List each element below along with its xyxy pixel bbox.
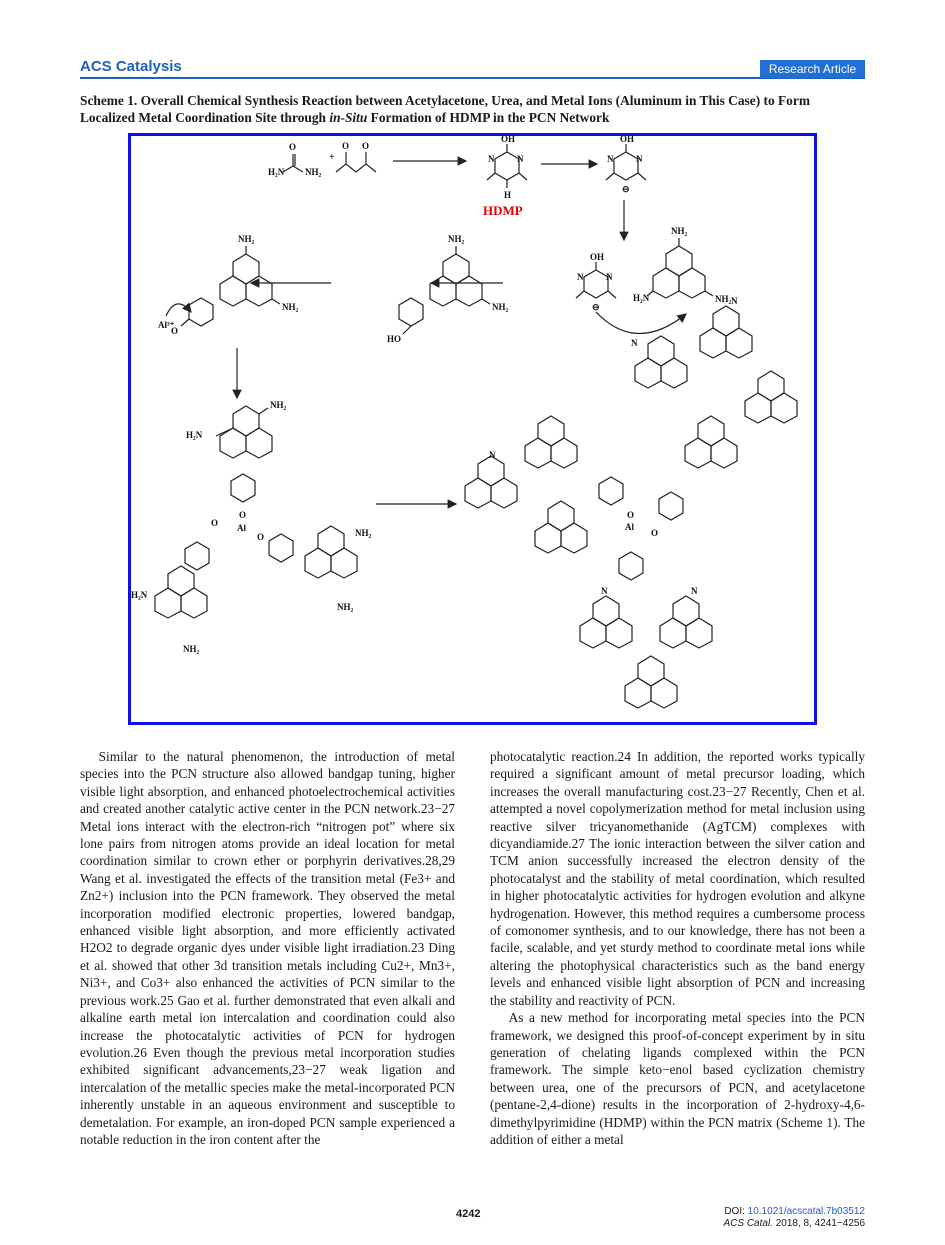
svg-text:N: N	[577, 272, 584, 282]
svg-text:N: N	[517, 154, 524, 164]
caption-main: Scheme 1. Overall Chemical Synthesis Reaction between Acetylacetone, Urea, and Metal Ions (Aluminum in This Case) to Form Localized Metal Coordination Site through	[80, 93, 810, 125]
svg-text:N: N	[607, 154, 614, 164]
hdmp-label: HDMP	[483, 203, 523, 218]
anion-attack	[576, 252, 686, 334]
caption-end: Formation of HDMP in the PCN Network	[367, 110, 610, 125]
svg-text:NH₂: NH₂	[448, 234, 465, 244]
body-column-right	[490, 748, 865, 1148]
svg-text:O: O	[211, 518, 219, 528]
svg-text:NH₂: NH₂	[282, 302, 299, 312]
al-tris-complex	[131, 400, 372, 654]
hdmp-melem-adduct	[387, 234, 509, 344]
paragraph: Similar to the natural phenomenon, the introduction of metal species into the PCN structure also allowed bandgap tuning, higher visible light absorption, and enhanced photoelectrochemical activities and created another catalytic active center in the PCN network.23−27 Metal ions interact with the electron-rich “nitrogen pot” where six lone pairs from nitrogen atoms provide an ideal location for metal coordination similar to crown ether or porphyrin derivatives.28,29 Wang et al. investigated the effects of the transition metal (Fe3+ and Zn2+) inclusion into the PCN framework. They observed the metal incorporation modified electronic properties, lowered bandgap, enhanced visible light absorption, and more efficiently activated H2O2 to degrade organic dyes under visible light irradiation.23 Ding et al. showed that other 3d transition metals including Cu2+, Mn3+, Ni3+, and Co3+ also enhanced the activities of PCN similar to the previous work.25 Gao et al. further demonstrated that even alkali and alkaline earth metal ion intercalation and coordination could also increase the photocatalytic activities of PCN for hydrogen evolution.26 Even though the previous metal incorporation studies exhibited significant advancements,23−27 weak ligation and intercalation of the metallic species make the metal-incorporated PCN inherently unstable in an aqueous environment and susceptible to demetalation. For example, an iron-doped PCN sample experienced a notable reduction in the iron content after the	[80, 749, 455, 1147]
svg-text:OH: OH	[590, 252, 605, 262]
acetylacetone-molecule	[336, 141, 376, 172]
svg-text:O: O	[651, 528, 659, 538]
svg-text:Al³⁺: Al³⁺	[158, 320, 175, 330]
svg-text:N: N	[636, 154, 643, 164]
svg-text:Al: Al	[625, 522, 634, 532]
citation-details: 2018, 8, 4241−4256	[772, 1218, 865, 1229]
hdmp-anion	[606, 136, 646, 194]
svg-text:O: O	[342, 141, 350, 151]
svg-text:H₂N: H₂N	[131, 590, 148, 600]
svg-text:⊖: ⊖	[622, 184, 630, 194]
svg-text:NH₂: NH₂	[671, 226, 688, 236]
svg-text:N: N	[489, 450, 496, 460]
al-attack-structure	[158, 234, 299, 336]
scheme-caption	[80, 92, 865, 126]
svg-text:O: O	[171, 326, 179, 336]
svg-text:NH₂: NH₂	[183, 644, 200, 654]
svg-text:OH: OH	[501, 136, 516, 144]
svg-text:NH₂: NH₂	[355, 528, 372, 538]
svg-text:O: O	[289, 142, 297, 152]
svg-text:H: H	[504, 190, 512, 200]
doi-prefix: DOI:	[724, 1206, 748, 1217]
svg-text:O: O	[362, 141, 370, 151]
citation-journal: ACS Catal.	[723, 1218, 773, 1229]
page-number: 4242	[456, 1208, 481, 1220]
urea-molecule	[268, 142, 322, 177]
svg-text:H₂N: H₂N	[633, 293, 650, 303]
svg-text:O: O	[257, 532, 265, 542]
header-rule	[80, 77, 865, 79]
svg-text:HO: HO	[387, 334, 402, 344]
svg-text:NH₂: NH₂	[238, 234, 255, 244]
scheme-figure	[128, 133, 817, 725]
svg-text:NH₂: NH₂	[492, 302, 509, 312]
svg-text:OH: OH	[620, 136, 635, 144]
body-column-left	[80, 748, 455, 1148]
svg-text:N: N	[631, 338, 638, 348]
paragraph: photocatalytic reaction.24 In addition, the reported works typically required a significant amount of metal precursor loading, which increases the overall manufacturing cost.23−27 Recently, Chen et al. attempted a novel copolymerization method for metal inclusion using reactive silver tricyanomethanide (AgTCM) complexes with dicyandiamide.27 The ionic interaction between the silver cation and TCM anion successfully increased the electron density of the photocatalyst and the stability of metal coordination, which resulted in higher photocatalytic activities for hydrogen evolution and alkyne hydrogenation. However, this method requires a cumbersome process of comonomer synthesis, and to our knowledge, there has not been a facile, scalable, and yet sturdy method to coordinate metal ions while altering the photophysical characteristics such as the band energy levels and enhanced visible light absorption of PCN and increasing the stability and reactivity of PCN.	[490, 749, 865, 1008]
svg-text:N: N	[691, 586, 698, 596]
reaction-scheme-drawing	[131, 136, 814, 722]
plus-sign: +	[329, 152, 335, 163]
svg-text:NH₂: NH₂	[715, 294, 732, 304]
caption-italic: in-Situ	[329, 110, 368, 125]
article-type-badge: Research Article	[760, 60, 865, 78]
svg-text:O: O	[239, 510, 247, 520]
svg-text:NH₂: NH₂	[337, 602, 354, 612]
svg-text:⊖: ⊖	[592, 302, 600, 312]
svg-text:N: N	[731, 296, 738, 306]
svg-text:H₂N: H₂N	[186, 430, 203, 440]
svg-text:N: N	[601, 586, 608, 596]
svg-text:O: O	[627, 510, 635, 520]
svg-text:N: N	[488, 154, 495, 164]
hdmp-structure	[487, 136, 527, 200]
svg-text:NH₂: NH₂	[305, 167, 322, 177]
svg-text:NH₂: NH₂	[270, 400, 287, 410]
doi-link[interactable]: 10.1021/acscatal.7b03512	[747, 1206, 865, 1217]
paragraph: As a new method for incorporating metal species into the PCN framework, we designed this proof-of-concept experiment by in situ generation of chelating ligands complexed within the PCN framework. The simple keto−enol based cyclization chemistry between urea, one of the precursors of PCN, and acetylacetone (pentane-2,4-dione) results in the incorporation of 2-hydroxy-4,6-dimethylpyrimidine (HDMP) within the PCN matrix (Scheme 1). The addition of either a metal	[490, 1010, 865, 1147]
svg-text:H₂N: H₂N	[268, 167, 285, 177]
svg-text:N: N	[606, 272, 613, 282]
journal-name: ACS Catalysis	[80, 58, 182, 75]
footer-citation	[724, 1206, 866, 1230]
svg-text:Al: Al	[237, 523, 246, 533]
pcn-network	[465, 296, 797, 722]
melem-1	[633, 226, 732, 320]
